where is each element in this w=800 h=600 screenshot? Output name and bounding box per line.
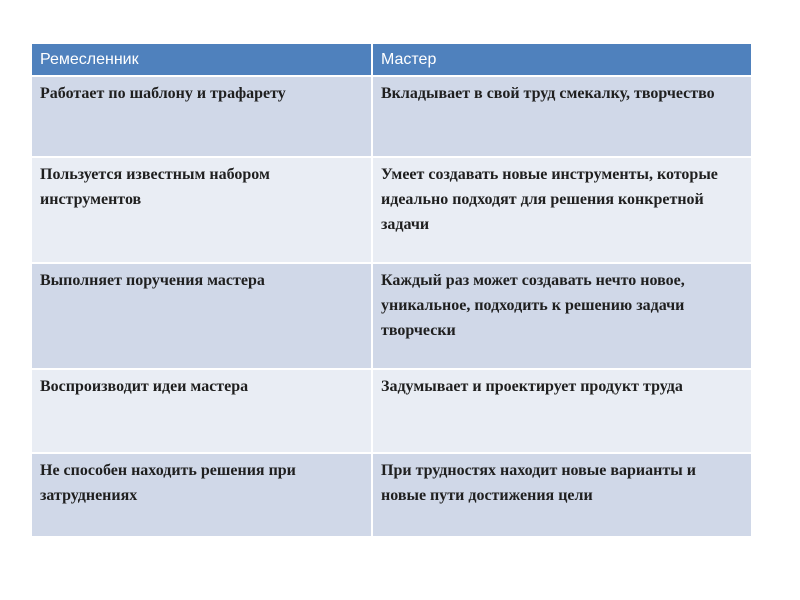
table-row xyxy=(32,76,751,157)
table-row xyxy=(32,369,751,453)
craftsman-cell: Воспроизводит идеи мастера xyxy=(32,369,372,453)
master-cell: Каждый раз может создавать нечто новое, уникальное, подходить к решению задачи творчески xyxy=(372,263,751,369)
craftsman-cell: Не способен находить решения при затруднениях xyxy=(32,453,372,537)
table-header-row xyxy=(32,44,751,76)
header-craftsman: Ремесленник xyxy=(32,44,372,76)
comparison-table xyxy=(32,44,751,538)
master-cell: Задумывает и проектирует продукт труда xyxy=(372,369,751,453)
master-cell: Вкладывает в свой труд смекалку, творчество xyxy=(372,76,751,157)
craftsman-cell: Выполняет поручения мастера xyxy=(32,263,372,369)
header-master: Мастер xyxy=(372,44,751,76)
table-row xyxy=(32,263,751,369)
master-cell: При трудностях находит новые варианты и новые пути достижения цели xyxy=(372,453,751,537)
table-row xyxy=(32,157,751,263)
craftsman-cell: Пользуется известным набором инструментов xyxy=(32,157,372,263)
craftsman-cell: Работает по шаблону и трафарету xyxy=(32,76,372,157)
master-cell: Умеет создавать новые инструменты, которые идеально подходят для решения конкретной задачи xyxy=(372,157,751,263)
table-row xyxy=(32,453,751,537)
